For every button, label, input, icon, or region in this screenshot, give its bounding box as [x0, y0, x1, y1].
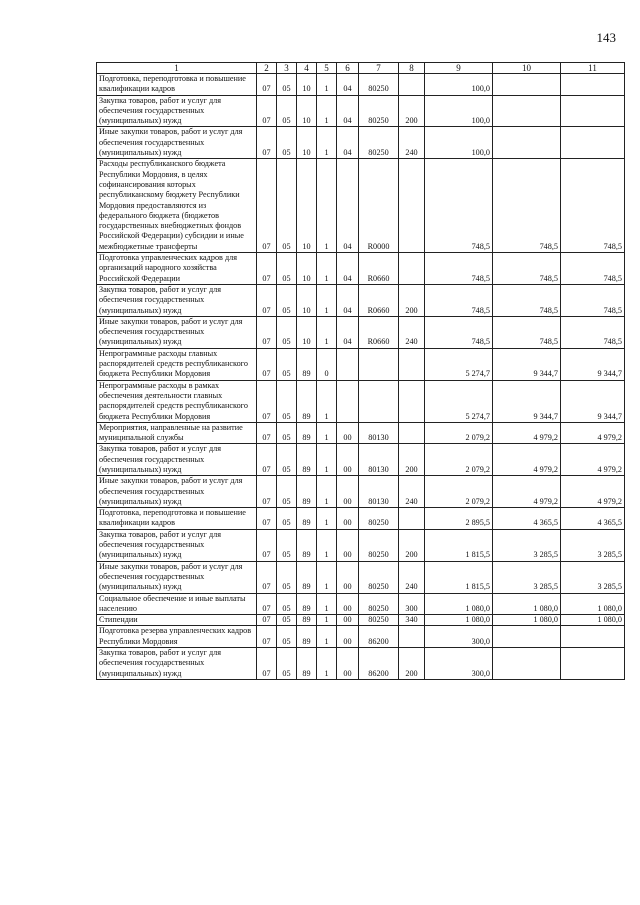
page-number: 143: [596, 30, 616, 45]
cell-rz-code: 07: [257, 380, 277, 422]
cell-direction-code: 86200: [359, 626, 399, 648]
cell-prz-code: 05: [277, 284, 297, 316]
cell-row-name: Подготовка, переподготовка и повышение квалификации кадров: [97, 74, 257, 96]
cell-amount-year-1: 2 079,2: [425, 476, 493, 508]
cell-amount-year-1: 2 079,2: [425, 422, 493, 444]
cell-program-code: 89: [297, 348, 317, 380]
cell-amount-year-2: 4 365,5: [493, 508, 561, 530]
cell-program-code: 89: [297, 422, 317, 444]
cell-direction-code: 80130: [359, 422, 399, 444]
cell-row-name: Социальное обеспечение и иные выплаты населению: [97, 593, 257, 615]
column-header: 6: [337, 63, 359, 74]
column-header: 4: [297, 63, 317, 74]
cell-amount-year-2: 1 080,0: [493, 615, 561, 626]
cell-main-event-code: 00: [337, 508, 359, 530]
cell-subprogram-code: 1: [317, 593, 337, 615]
table-body: [97, 74, 625, 680]
cell-amount-year-3: 748,5: [561, 159, 625, 253]
cell-amount-year-3: [561, 127, 625, 159]
cell-program-code: 89: [297, 648, 317, 680]
cell-main-event-code: 00: [337, 422, 359, 444]
cell-row-name: Иные закупки товаров, работ и услуг для обеспечения государственных (муниципальных) нужд: [97, 316, 257, 348]
cell-amount-year-1: 5 274,7: [425, 380, 493, 422]
cell-amount-year-3: [561, 648, 625, 680]
cell-rz-code: 07: [257, 561, 277, 593]
cell-rz-code: 07: [257, 593, 277, 615]
cell-vr-code: [399, 380, 425, 422]
cell-rz-code: 07: [257, 74, 277, 96]
table-row: [97, 615, 625, 626]
cell-direction-code: 80250: [359, 615, 399, 626]
cell-vr-code: [399, 626, 425, 648]
cell-amount-year-3: 1 080,0: [561, 615, 625, 626]
cell-main-event-code: 00: [337, 615, 359, 626]
cell-program-code: 10: [297, 159, 317, 253]
cell-amount-year-3: 9 344,7: [561, 380, 625, 422]
cell-subprogram-code: 1: [317, 529, 337, 561]
cell-direction-code: R0660: [359, 253, 399, 285]
table-row: [97, 508, 625, 530]
cell-vr-code: [399, 422, 425, 444]
cell-amount-year-3: 4 979,2: [561, 476, 625, 508]
cell-amount-year-2: [493, 127, 561, 159]
cell-program-code: 10: [297, 316, 317, 348]
cell-subprogram-code: 1: [317, 380, 337, 422]
table-row: [97, 348, 625, 380]
cell-main-event-code: 00: [337, 648, 359, 680]
cell-amount-year-2: 4 979,2: [493, 422, 561, 444]
cell-row-name: Непрограммные расходы в рамках обеспечения деятельности главных распорядителей средств республиканского бюджета Республики Мордовия: [97, 380, 257, 422]
cell-vr-code: 240: [399, 561, 425, 593]
column-header: 7: [359, 63, 399, 74]
cell-amount-year-1: 2 895,5: [425, 508, 493, 530]
cell-amount-year-2: 748,5: [493, 316, 561, 348]
cell-prz-code: 05: [277, 444, 297, 476]
cell-subprogram-code: 1: [317, 476, 337, 508]
table-row: [97, 74, 625, 96]
cell-amount-year-2: [493, 95, 561, 127]
cell-subprogram-code: 1: [317, 159, 337, 253]
cell-amount-year-1: 300,0: [425, 648, 493, 680]
cell-prz-code: 05: [277, 74, 297, 96]
cell-row-name: Закупка товаров, работ и услуг для обеспечения государственных (муниципальных) нужд: [97, 95, 257, 127]
cell-amount-year-1: 1 080,0: [425, 615, 493, 626]
column-header: 10: [493, 63, 561, 74]
table-row: [97, 253, 625, 285]
cell-direction-code: 80250: [359, 529, 399, 561]
cell-amount-year-1: 1 815,5: [425, 561, 493, 593]
cell-main-event-code: 04: [337, 74, 359, 96]
cell-subprogram-code: 1: [317, 615, 337, 626]
cell-rz-code: 07: [257, 476, 277, 508]
cell-subprogram-code: 0: [317, 348, 337, 380]
cell-vr-code: [399, 74, 425, 96]
column-header: 2: [257, 63, 277, 74]
cell-amount-year-3: [561, 95, 625, 127]
cell-rz-code: 07: [257, 529, 277, 561]
table-row: [97, 648, 625, 680]
cell-amount-year-3: 4 979,2: [561, 422, 625, 444]
cell-main-event-code: 04: [337, 284, 359, 316]
cell-direction-code: R0660: [359, 284, 399, 316]
cell-amount-year-3: 4 979,2: [561, 444, 625, 476]
cell-vr-code: 240: [399, 127, 425, 159]
cell-prz-code: 05: [277, 561, 297, 593]
cell-program-code: 10: [297, 284, 317, 316]
table-row: [97, 476, 625, 508]
cell-vr-code: 300: [399, 593, 425, 615]
cell-subprogram-code: 1: [317, 422, 337, 444]
cell-amount-year-2: 9 344,7: [493, 348, 561, 380]
cell-amount-year-1: 1 080,0: [425, 593, 493, 615]
cell-amount-year-3: 3 285,5: [561, 561, 625, 593]
cell-main-event-code: 04: [337, 316, 359, 348]
column-header: 5: [317, 63, 337, 74]
cell-subprogram-code: 1: [317, 508, 337, 530]
cell-direction-code: 80250: [359, 74, 399, 96]
cell-main-event-code: 00: [337, 626, 359, 648]
cell-amount-year-1: 748,5: [425, 284, 493, 316]
cell-prz-code: 05: [277, 476, 297, 508]
cell-direction-code: 80130: [359, 444, 399, 476]
table-row: [97, 316, 625, 348]
cell-amount-year-2: 748,5: [493, 284, 561, 316]
cell-amount-year-2: [493, 626, 561, 648]
cell-prz-code: 05: [277, 508, 297, 530]
cell-amount-year-2: [493, 74, 561, 96]
cell-rz-code: 07: [257, 626, 277, 648]
cell-prz-code: 05: [277, 127, 297, 159]
cell-amount-year-1: 100,0: [425, 95, 493, 127]
cell-rz-code: 07: [257, 253, 277, 285]
cell-vr-code: 200: [399, 444, 425, 476]
cell-amount-year-1: 5 274,7: [425, 348, 493, 380]
cell-main-event-code: 04: [337, 127, 359, 159]
table-row: [97, 593, 625, 615]
cell-prz-code: 05: [277, 95, 297, 127]
cell-prz-code: 05: [277, 316, 297, 348]
cell-row-name: Стипендии: [97, 615, 257, 626]
cell-prz-code: 05: [277, 648, 297, 680]
cell-rz-code: 07: [257, 648, 277, 680]
cell-main-event-code: 00: [337, 561, 359, 593]
column-header: 8: [399, 63, 425, 74]
cell-amount-year-3: 748,5: [561, 316, 625, 348]
cell-amount-year-2: 9 344,7: [493, 380, 561, 422]
cell-amount-year-1: 748,5: [425, 253, 493, 285]
cell-vr-code: 340: [399, 615, 425, 626]
cell-subprogram-code: 1: [317, 127, 337, 159]
cell-amount-year-2: 4 979,2: [493, 476, 561, 508]
cell-amount-year-1: 100,0: [425, 127, 493, 159]
budget-table: [96, 62, 625, 680]
cell-direction-code: [359, 348, 399, 380]
cell-program-code: 10: [297, 95, 317, 127]
cell-row-name: Иные закупки товаров, работ и услуг для обеспечения государственных (муниципальных) нужд: [97, 476, 257, 508]
cell-subprogram-code: 1: [317, 253, 337, 285]
table-row: [97, 529, 625, 561]
cell-direction-code: [359, 380, 399, 422]
cell-amount-year-1: 2 079,2: [425, 444, 493, 476]
table-row: [97, 284, 625, 316]
cell-program-code: 89: [297, 561, 317, 593]
cell-amount-year-1: 1 815,5: [425, 529, 493, 561]
cell-amount-year-1: 300,0: [425, 626, 493, 648]
table-row: [97, 561, 625, 593]
table-row: [97, 444, 625, 476]
cell-program-code: 10: [297, 253, 317, 285]
header-row: [97, 63, 625, 74]
cell-prz-code: 05: [277, 380, 297, 422]
cell-rz-code: 07: [257, 127, 277, 159]
cell-amount-year-1: 748,5: [425, 159, 493, 253]
cell-subprogram-code: 1: [317, 284, 337, 316]
cell-row-name: Закупка товаров, работ и услуг для обеспечения государственных (муниципальных) нужд: [97, 444, 257, 476]
cell-rz-code: 07: [257, 615, 277, 626]
column-header: 1: [97, 63, 257, 74]
cell-direction-code: 80250: [359, 127, 399, 159]
table-row: [97, 95, 625, 127]
cell-row-name: Подготовка управленческих кадров для организаций народного хозяйства Российской Федерации: [97, 253, 257, 285]
cell-rz-code: 07: [257, 348, 277, 380]
cell-program-code: 10: [297, 74, 317, 96]
cell-prz-code: 05: [277, 422, 297, 444]
cell-amount-year-2: 1 080,0: [493, 593, 561, 615]
cell-amount-year-1: 100,0: [425, 74, 493, 96]
cell-main-event-code: 04: [337, 95, 359, 127]
cell-direction-code: 80250: [359, 508, 399, 530]
cell-vr-code: [399, 159, 425, 253]
cell-main-event-code: [337, 380, 359, 422]
cell-vr-code: [399, 253, 425, 285]
cell-main-event-code: 00: [337, 529, 359, 561]
cell-subprogram-code: 1: [317, 561, 337, 593]
cell-rz-code: 07: [257, 159, 277, 253]
cell-direction-code: R0660: [359, 316, 399, 348]
table-row: [97, 626, 625, 648]
cell-subprogram-code: 1: [317, 444, 337, 476]
cell-vr-code: [399, 508, 425, 530]
column-header: 3: [277, 63, 297, 74]
cell-subprogram-code: 1: [317, 626, 337, 648]
cell-direction-code: 80130: [359, 476, 399, 508]
column-header: 9: [425, 63, 493, 74]
cell-prz-code: 05: [277, 615, 297, 626]
cell-main-event-code: 00: [337, 444, 359, 476]
cell-amount-year-3: 1 080,0: [561, 593, 625, 615]
cell-amount-year-3: 4 365,5: [561, 508, 625, 530]
cell-program-code: 10: [297, 127, 317, 159]
column-header: 11: [561, 63, 625, 74]
cell-amount-year-2: 3 285,5: [493, 529, 561, 561]
cell-amount-year-3: 3 285,5: [561, 529, 625, 561]
cell-vr-code: 200: [399, 648, 425, 680]
cell-row-name: Расходы республиканского бюджета Республики Мордовия, в целях софинансирования которых республиканскому бюджету Республики Мордовия предоставляются из федерального бюджета (бюджетов государственных внебюджетных фондов Российской Федерации) субсидии и иные межбюджетные трансферты: [97, 159, 257, 253]
cell-row-name: Мероприятия, направленные на развитие муниципальной службы: [97, 422, 257, 444]
cell-program-code: 89: [297, 444, 317, 476]
cell-rz-code: 07: [257, 508, 277, 530]
cell-prz-code: 05: [277, 159, 297, 253]
cell-row-name: Закупка товаров, работ и услуг для обеспечения государственных (муниципальных) нужд: [97, 284, 257, 316]
budget-table-container: [96, 62, 624, 680]
cell-main-event-code: 04: [337, 159, 359, 253]
cell-prz-code: 05: [277, 626, 297, 648]
cell-rz-code: 07: [257, 444, 277, 476]
cell-main-event-code: 04: [337, 253, 359, 285]
table-row: [97, 380, 625, 422]
cell-amount-year-3: 748,5: [561, 253, 625, 285]
cell-row-name: Закупка товаров, работ и услуг для обеспечения государственных (муниципальных) нужд: [97, 648, 257, 680]
cell-amount-year-1: 748,5: [425, 316, 493, 348]
cell-prz-code: 05: [277, 529, 297, 561]
cell-direction-code: 80250: [359, 95, 399, 127]
cell-row-name: Подготовка, переподготовка и повышение квалификации кадров: [97, 508, 257, 530]
cell-direction-code: R0000: [359, 159, 399, 253]
cell-subprogram-code: 1: [317, 316, 337, 348]
cell-amount-year-3: 9 344,7: [561, 348, 625, 380]
cell-vr-code: 240: [399, 476, 425, 508]
cell-program-code: 89: [297, 626, 317, 648]
cell-program-code: 89: [297, 529, 317, 561]
table-row: [97, 159, 625, 253]
cell-rz-code: 07: [257, 95, 277, 127]
cell-direction-code: 80250: [359, 593, 399, 615]
cell-amount-year-3: [561, 626, 625, 648]
cell-subprogram-code: 1: [317, 648, 337, 680]
cell-vr-code: 200: [399, 284, 425, 316]
cell-row-name: Непрограммные расходы главных распорядителей средств республиканского бюджета Республики Мордовия: [97, 348, 257, 380]
cell-program-code: 89: [297, 380, 317, 422]
cell-vr-code: 200: [399, 95, 425, 127]
cell-prz-code: 05: [277, 348, 297, 380]
cell-main-event-code: 00: [337, 593, 359, 615]
cell-program-code: 89: [297, 593, 317, 615]
cell-row-name: Подготовка резерва управленческих кадров Республики Мордовия: [97, 626, 257, 648]
table-row: [97, 422, 625, 444]
cell-prz-code: 05: [277, 593, 297, 615]
cell-program-code: 89: [297, 508, 317, 530]
cell-subprogram-code: 1: [317, 74, 337, 96]
cell-amount-year-2: 3 285,5: [493, 561, 561, 593]
cell-amount-year-3: 748,5: [561, 284, 625, 316]
table-row: [97, 127, 625, 159]
cell-row-name: Иные закупки товаров, работ и услуг для обеспечения государственных (муниципальных) нужд: [97, 127, 257, 159]
cell-vr-code: 200: [399, 529, 425, 561]
cell-direction-code: 86200: [359, 648, 399, 680]
cell-amount-year-3: [561, 74, 625, 96]
cell-vr-code: [399, 348, 425, 380]
cell-prz-code: 05: [277, 253, 297, 285]
cell-amount-year-2: 748,5: [493, 253, 561, 285]
cell-program-code: 89: [297, 615, 317, 626]
cell-direction-code: 80250: [359, 561, 399, 593]
cell-main-event-code: [337, 348, 359, 380]
cell-amount-year-2: [493, 648, 561, 680]
cell-program-code: 89: [297, 476, 317, 508]
cell-row-name: Иные закупки товаров, работ и услуг для обеспечения государственных (муниципальных) нужд: [97, 561, 257, 593]
cell-rz-code: 07: [257, 284, 277, 316]
cell-rz-code: 07: [257, 316, 277, 348]
cell-rz-code: 07: [257, 422, 277, 444]
cell-main-event-code: 00: [337, 476, 359, 508]
cell-amount-year-2: 4 979,2: [493, 444, 561, 476]
cell-row-name: Закупка товаров, работ и услуг для обеспечения государственных (муниципальных) нужд: [97, 529, 257, 561]
cell-amount-year-2: 748,5: [493, 159, 561, 253]
cell-subprogram-code: 1: [317, 95, 337, 127]
cell-vr-code: 240: [399, 316, 425, 348]
